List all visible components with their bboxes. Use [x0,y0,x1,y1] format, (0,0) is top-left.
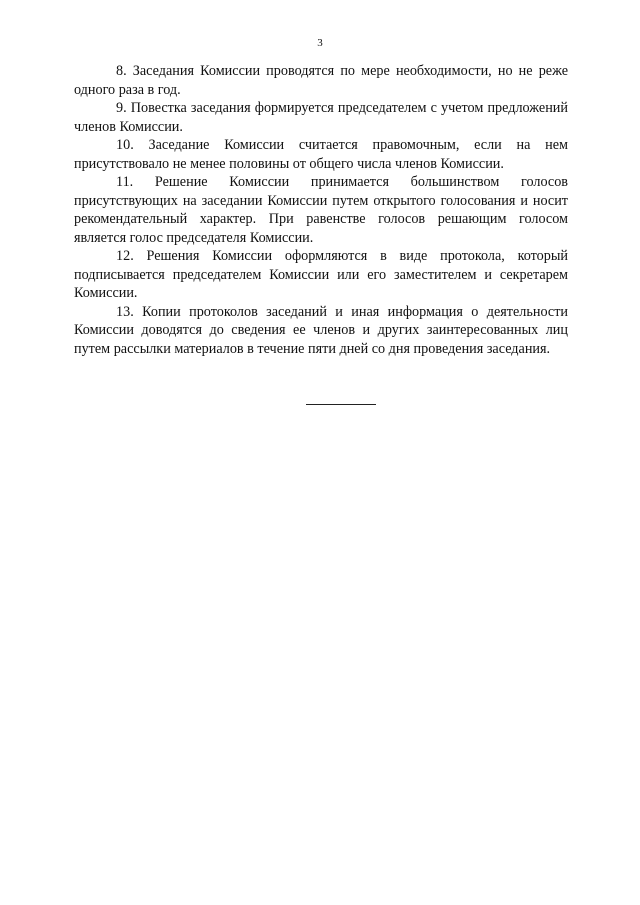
end-of-document-rule [306,404,376,405]
document-body [74,62,568,358]
clause-13: 13. Копии протоколов заседаний и иная информация о деятельности Комиссии доводятся до сведения ее членов и других заинтересованных лиц путем рассылки материалов в течение пяти дней со дня проведения заседания. [74,303,568,357]
clause-10: 10. Заседание Комиссии считается правомочным, если на нем присутствовало не менее половины от общего числа членов Комиссии. [74,137,568,172]
clause-12: 12. Решения Комиссии оформляются в виде протокола, который подписывается председателем Комиссии или его заместителем и секретарем Комиссии. [74,248,568,301]
clause-11: 11. Решение Комиссии принимается большинством голосов присутствующих на заседании Комиссии путем открытого голосования и носит рекомендательный характер. При равенстве голосов решающим голосом является голос председателя Комиссии. [74,174,568,246]
page-number: 3 [317,37,323,49]
clause-9: 9. Повестка заседания формируется председателем с учетом предложений членов Комиссии. [74,100,568,135]
clause-8: 8. Заседания Комиссии проводятся по мере необходимости, но не реже одного раза в год. [74,63,568,98]
